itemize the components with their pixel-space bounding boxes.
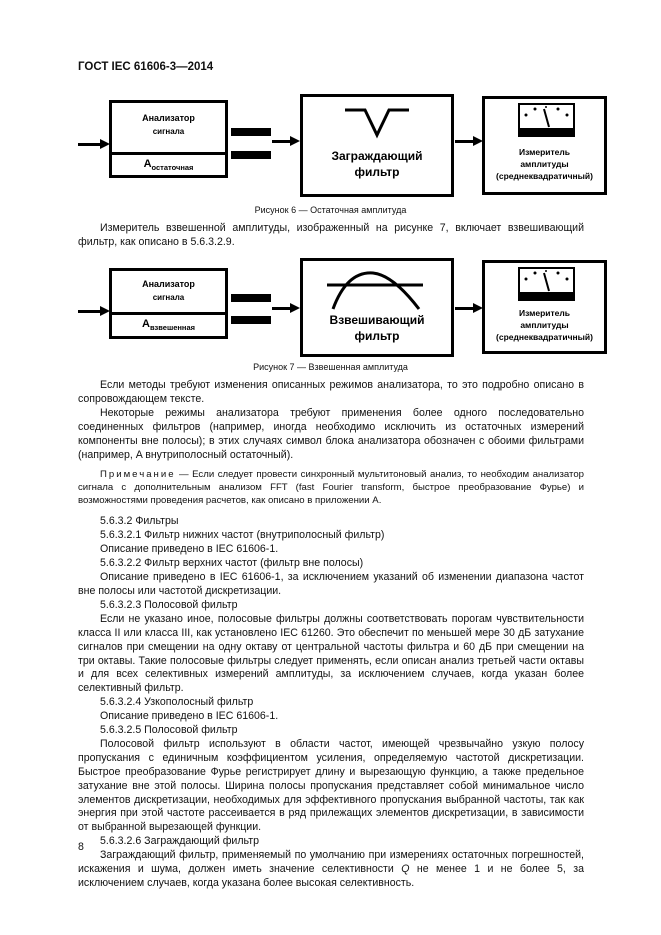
section-heading: 5.6.3.2.1 Фильтр нижних частот (внутриполосный фильтр)	[100, 529, 385, 542]
section-heading: 5.6.3.2.2 Фильтр верхних частот (фильтр вне полосы)	[100, 557, 364, 570]
filter-label-2: фильтр	[354, 329, 400, 343]
mode-symbol: A	[143, 158, 152, 170]
text: не менее 1 и не более 5, за исключением случаев, когда указана более высокая селективность.	[78, 863, 584, 889]
section-heading: 5.6.3.2.5 Полосовой фильтр	[100, 724, 238, 737]
connector-bar	[231, 151, 271, 159]
figure-7-caption: Рисунок 7 — Взвешенная амплитуда	[253, 362, 408, 372]
mode-symbol: A	[141, 318, 150, 330]
paragraph: Если не указано иное, полосовые фильтры должны соответствовать порогам чувствительности класса II или класса III, как установлено IEC 61260. Это обеспечит по меньшей мере 30 дБ затухание сигналов при смещении на одну октаву от центральной частоты фильтра и 60 дБ при смещении на три октавы. Такие полосовые фильтры следует применять, если описан анализ третьей части октавы и для всех селективных измерений амплитуды, за исключением случаев, когда указан более селективный фильтр.	[78, 612, 584, 695]
mode-label	[112, 318, 225, 332]
page-number: 8	[78, 841, 84, 853]
note-text: — Если следует провести синхронный мультитоновый анализ, то необходим анализатор сигнала с дополнительным анализом FFT (fast Fourier transform, быстрое преобразование Фурье) и возможностями проведения расчетов, как описано в приложении А.	[78, 469, 584, 507]
arrow-head-icon	[290, 136, 300, 146]
note	[78, 468, 584, 507]
filter-label-2: фильтр	[354, 165, 400, 179]
meter-label-1: Измеритель	[518, 308, 571, 318]
arrow-line	[455, 307, 475, 310]
divider	[112, 152, 225, 155]
weighting-response-icon	[327, 267, 427, 315]
paragraph: Полосовой фильтр используют в области частот, имеющей чрезвычайно узкую полосу пропускания с единичным коэффициентом усиления, определяемую частотой дискретизации. Быстрое преобразование Фурье регистрирует длину и вырезающую функцию, а также предельное затухание вне этой полосы. Ширина полосы пропускания представляет собой минимальное число элементов дискретизации, необходимых для эффективного пропускания выбранной частоты, так как энергия при этой частоте рассеивается в ряд прилежащих элементов дискретизации, в зависимости от выбранной вырезающей функции.	[78, 737, 584, 834]
analog-meter-icon	[518, 267, 575, 301]
mode-subscript: взвешенная	[149, 323, 195, 333]
body-text	[78, 379, 584, 891]
text: Заграждающий фильтр, применяемый по умолчанию при измерениях остаточных погрешностей, искажения и шума, должен иметь значение селективности	[78, 849, 584, 876]
input-arrow-line	[78, 143, 102, 146]
analyzer-label-2: сигнала	[152, 127, 185, 136]
arrow-line	[272, 307, 292, 310]
meter-label-2: амплитуды	[520, 159, 569, 169]
paragraph: Измеритель взвешенной амплитуды, изображенный на рисунке 7, включает взвешивающий фильтр, как описано в 5.6.3.2.9.	[78, 222, 584, 248]
figure-6-caption: Рисунок 6 — Остаточная амплитуда	[254, 205, 407, 215]
connector-bar	[231, 316, 271, 324]
input-arrow-line	[78, 310, 102, 313]
notch-filter-block	[300, 94, 454, 197]
analyzer-block	[109, 100, 228, 178]
paragraph: Описание приведено в IEC 61606-1.	[100, 543, 279, 556]
paragraph: Если методы требуют изменения описанных режимов анализатора, то это подробно описано в сопровождающем тексте.	[78, 379, 584, 405]
paragraph	[78, 849, 584, 891]
notch-response-icon	[343, 103, 411, 139]
filter-label-1: Взвешивающий	[329, 313, 425, 327]
weighting-filter-block	[300, 258, 454, 357]
section-heading: 5.6.3.2 Фильтры	[100, 515, 179, 528]
note-label: Примечание	[100, 469, 176, 481]
section-heading: 5.6.3.2.6 Заграждающий фильтр	[100, 835, 259, 848]
filter-label-1: Заграждающий	[331, 149, 423, 163]
meter-label-3: (среднеквадратичный)	[496, 171, 593, 181]
analyzer-label-1: Анализатор	[142, 279, 195, 289]
mode-label	[112, 158, 225, 172]
paragraph: Описание приведено в IEC 61606-1, за исключением указаний об изменении диапазона частот вне полосы или частотой дискретизации.	[78, 571, 584, 597]
connector-bar	[231, 294, 271, 302]
meter-label-1: Измеритель	[518, 147, 571, 157]
divider	[112, 312, 225, 315]
connector-bar	[231, 128, 271, 136]
analog-meter-icon	[518, 103, 575, 137]
section-heading: 5.6.3.2.4 Узкополосный фильтр	[100, 696, 254, 709]
amplitude-meter-block	[482, 260, 607, 354]
q-symbol: Q	[401, 863, 410, 876]
paragraph: Описание приведено в IEC 61606-1.	[100, 710, 279, 723]
analyzer-block	[109, 268, 228, 339]
arrow-head-icon	[290, 303, 300, 313]
meter-label-2: амплитуды	[520, 320, 569, 330]
mode-subscript: остаточная	[151, 163, 194, 173]
analyzer-label-2: сигнала	[152, 293, 185, 302]
paragraph: Некоторые режимы анализатора требуют применения более одного последовательно соединенных фильтров (например, иногда необходимо исключить из остаточных измерений компоненты вне полосы); в этих случаях символ блока анализатора обозначен с обоими фильтрами (например, A внутриполосный остаточный).	[78, 406, 584, 461]
document-header: ГОСТ IEC 61606-3—2014	[78, 61, 214, 73]
arrow-line	[272, 140, 292, 143]
arrow-line	[455, 140, 475, 143]
section-heading: 5.6.3.2.3 Полосовой фильтр	[100, 598, 238, 611]
figure-7-intro	[78, 222, 584, 250]
meter-label-3: (среднеквадратичный)	[496, 332, 593, 342]
analyzer-label-1: Анализатор	[142, 113, 195, 123]
amplitude-meter-block	[482, 96, 607, 195]
